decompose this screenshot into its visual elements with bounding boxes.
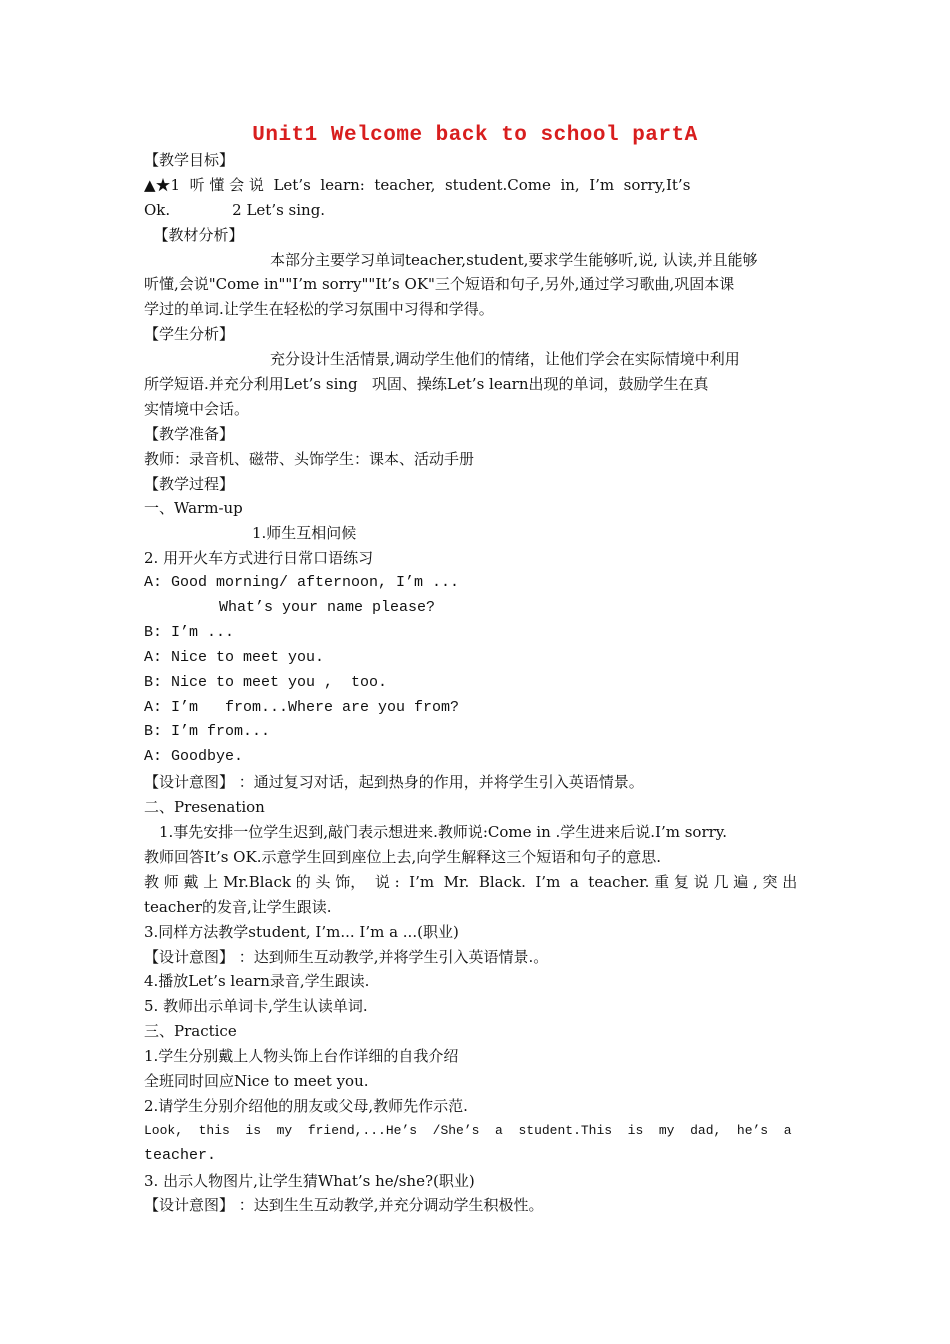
paragraph-line: 1.事先安排一位学生迟到,敲门表示想进来.教师说:Come in .学生进来后说.I’m sorry. bbox=[159, 823, 728, 842]
paragraph-line: 所学短语.并充分利用Let’s sing 巩固、操练Let’s learn出现的单词，鼓励学生在真 bbox=[144, 375, 709, 394]
paragraph-line: 教师：录音机、磁带、头饰学生：课本、活动手册 bbox=[144, 449, 475, 468]
design-intent-note: 【设计意图】 ：达到生生互动教学,并充分调动学生积极性。 bbox=[144, 1196, 544, 1215]
paragraph-line: 3. 出示人物图片,让学生猜What’s he/she?(职业) bbox=[144, 1171, 475, 1190]
paragraph-line: 2. 用开火车方式进行日常口语练习 bbox=[144, 549, 374, 568]
paragraph-line: teacher. bbox=[144, 1146, 217, 1164]
paragraph-line: ▲★1 听 懂 会 说 Let’s learn: teacher, student.Come in, I’m sorry,It’s bbox=[144, 175, 691, 194]
section-heading: 【教材分析】 bbox=[144, 225, 244, 244]
subsection-heading: 一、Warm-up bbox=[144, 499, 243, 518]
paragraph-line: 全班同时回应Nice to meet you. bbox=[144, 1071, 369, 1090]
dialogue-line: B: Nice to meet you , too. bbox=[144, 673, 388, 691]
paragraph-line: 实情境中会话。 bbox=[144, 399, 250, 418]
design-intent-note: 【设计意图】 ：达到师生互动教学,并将学生引入英语情景.。 bbox=[144, 947, 549, 966]
dialogue-line: A: Good morning/ afternoon, I’m ... bbox=[144, 574, 460, 592]
paragraph-line: 本部分主要学习单词teacher,student,要求学生能够听,说, 认读,并且能够 bbox=[270, 250, 758, 269]
paragraph-line: 2.请学生分别介绍他的朋友或父母,教师先作示范. bbox=[144, 1096, 468, 1115]
subsection-heading: 三、Practice bbox=[144, 1022, 237, 1041]
paragraph-line: 1.师生互相问候 bbox=[252, 524, 357, 543]
document-title: Unit1 Welcome back to school partA bbox=[252, 124, 698, 147]
paragraph-line: teacher的发音,让学生跟读. bbox=[144, 897, 332, 916]
paragraph-line: 学过的单词.让学生在轻松的学习氛围中习得和学得。 bbox=[144, 300, 494, 319]
paragraph-line: 听懂,会说"Come in""I’m sorry""It’s OK"三个短语和句子,另外,通过学习歌曲,巩固本课 bbox=[144, 275, 735, 294]
dialogue-line: A: Nice to meet you. bbox=[144, 648, 325, 666]
dialogue-line: B: I’m from... bbox=[144, 723, 271, 741]
paragraph-line: 5. 教师出示单词卡,学生认读单词. bbox=[144, 997, 368, 1016]
design-intent-note: 【设计意图】 ：通过复习对话，起到热身的作用，并将学生引入英语情景。 bbox=[144, 773, 644, 792]
paragraph-line: 3.同样方法教学student, I’m... I’m a ...(职业) bbox=[144, 922, 459, 941]
paragraph-line: Ok. 2 Let’s sing. bbox=[144, 200, 326, 219]
paragraph-line: Look, this is my friend,...He’s /She’s a student.This is my dad, he’s a bbox=[144, 1122, 792, 1138]
paragraph-line: 1.学生分别戴上人物头饰上台作详细的自我介绍 bbox=[144, 1047, 459, 1066]
dialogue-line: A: Goodbye. bbox=[144, 748, 244, 766]
dialogue-line: A: I’m from...Where are you from? bbox=[144, 698, 460, 716]
section-heading: 【教学过程】 bbox=[144, 474, 235, 493]
section-heading: 【教学准备】 bbox=[144, 424, 235, 443]
paragraph-line: 教师回答It’s OK.示意学生回到座位上去,向学生解释这三个短语和句子的意思. bbox=[144, 847, 661, 866]
dialogue-line: What’s your name please? bbox=[219, 599, 436, 617]
paragraph-line: 4.播放Let’s learn录音,学生跟读. bbox=[144, 972, 370, 991]
document-body bbox=[144, 148, 806, 1218]
dialogue-line: B: I’m ... bbox=[144, 623, 235, 641]
section-heading: 【教学目标】 bbox=[144, 151, 235, 169]
paragraph-line: 教 师 戴 上 Mr.Black 的 头 饰， 说 : I’m Mr. Black. I’m a teacher. 重 复 说 几 遍 , 突 出 bbox=[144, 872, 798, 891]
section-heading: 【学生分析】 bbox=[144, 325, 235, 344]
subsection-heading: 二、Presenation bbox=[144, 798, 265, 817]
paragraph-line: 充分设计生活情景,调动学生他们的情绪，让他们学会在实际情境中利用 bbox=[270, 350, 740, 369]
